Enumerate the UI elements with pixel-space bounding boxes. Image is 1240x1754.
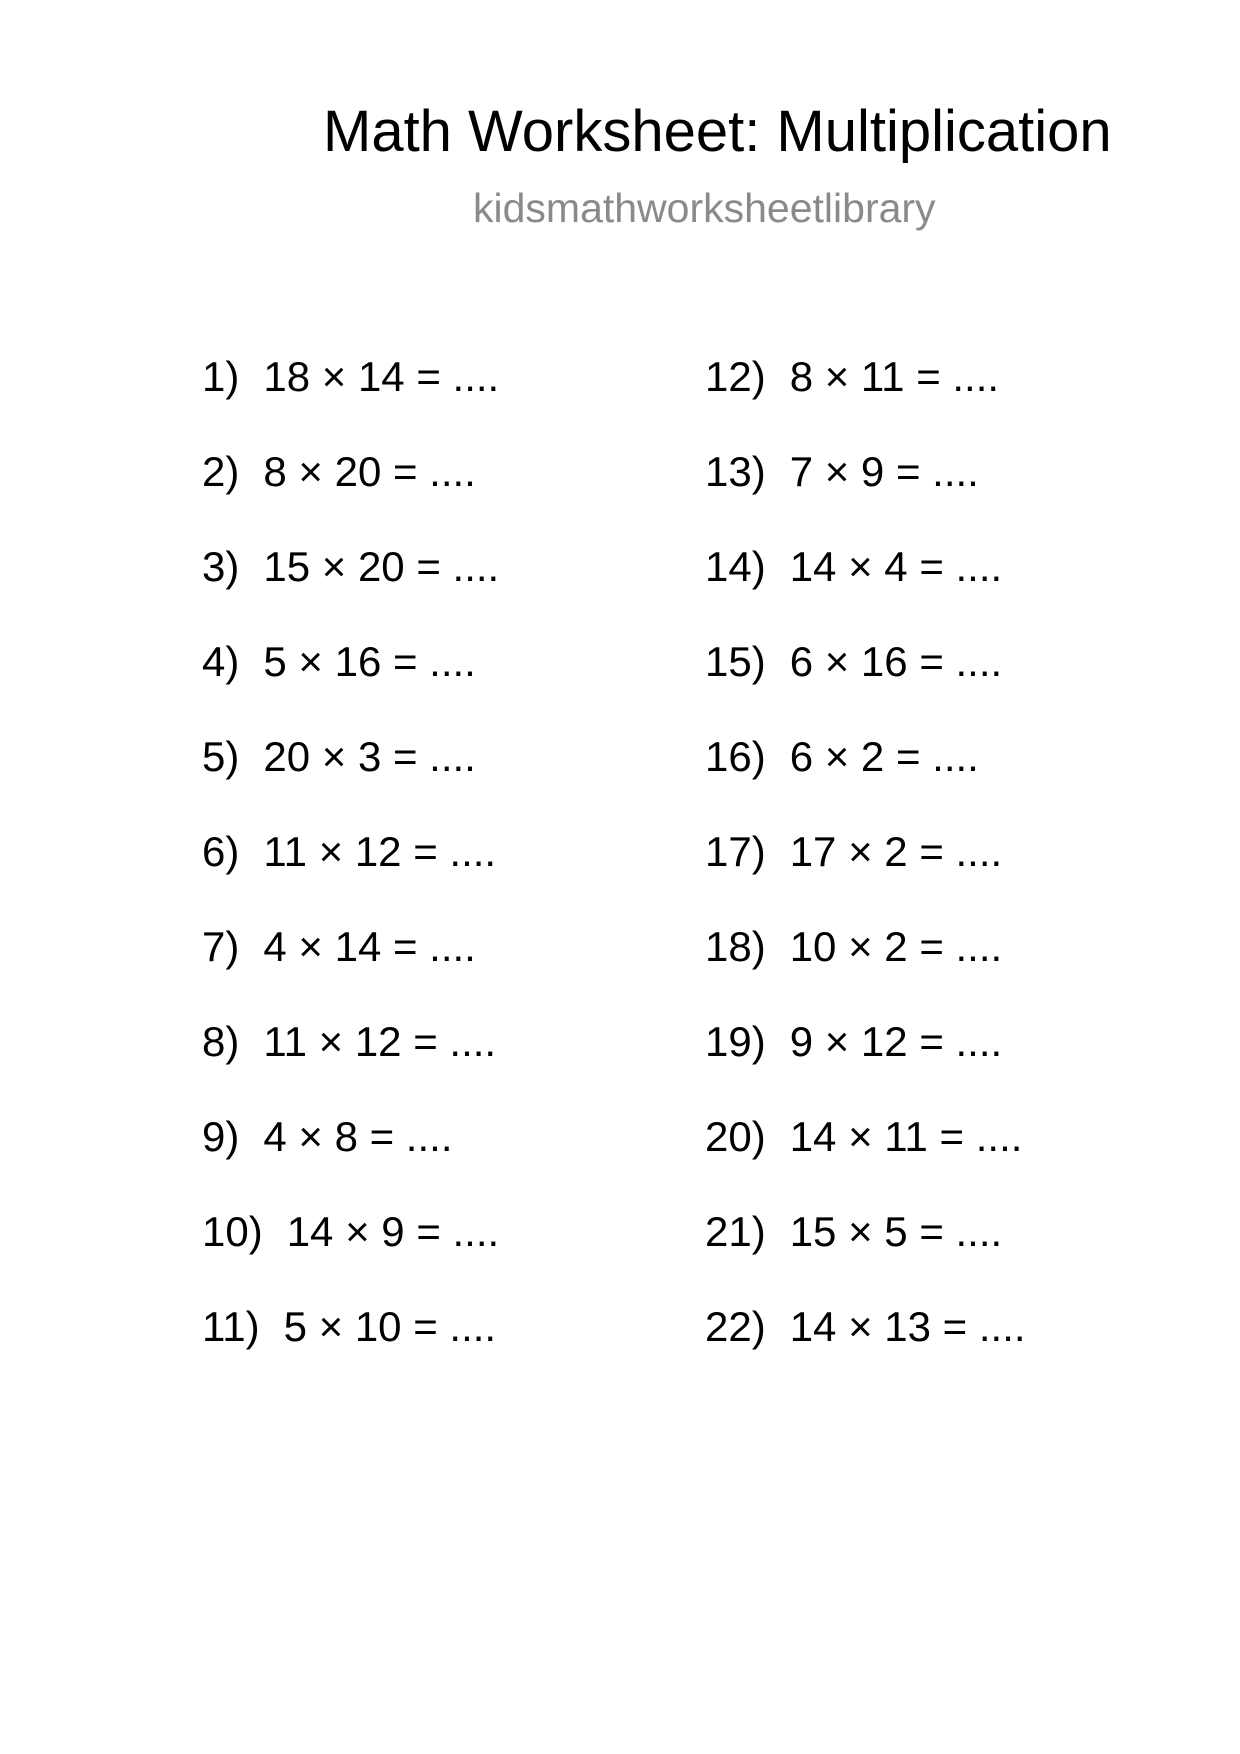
problem-expression: 5 × 16 = .... xyxy=(263,638,476,685)
problem-item xyxy=(705,447,1026,542)
problem-number: 13) xyxy=(705,448,766,495)
problem-expression: 4 × 14 = .... xyxy=(263,923,476,970)
problem-expression: 6 × 16 = .... xyxy=(789,638,1003,685)
problem-number: 12) xyxy=(705,353,766,400)
problem-expression: 15 × 20 = .... xyxy=(263,543,500,590)
problem-number: 11) xyxy=(202,1303,260,1350)
problem-item xyxy=(202,1207,499,1302)
problem-item xyxy=(202,542,499,637)
problem-number: 19) xyxy=(705,1018,766,1065)
problem-item xyxy=(202,1302,499,1397)
problem-number: 6) xyxy=(202,828,240,875)
problem-expression: 15 × 5 = .... xyxy=(789,1208,1003,1255)
problem-item xyxy=(705,922,1026,1017)
problem-item xyxy=(202,352,499,447)
page-title: Math Worksheet: Multiplication xyxy=(323,99,1112,164)
problem-expression: 14 × 11 = .... xyxy=(789,1113,1023,1160)
problem-expression: 14 × 13 = .... xyxy=(789,1303,1026,1350)
problem-number: 20) xyxy=(705,1113,766,1160)
problem-item xyxy=(705,542,1026,637)
problem-number: 3) xyxy=(202,543,240,590)
problem-item xyxy=(202,1017,499,1112)
problem-expression: 8 × 11 = .... xyxy=(789,353,1000,400)
problem-number: 22) xyxy=(705,1303,766,1350)
problem-number: 16) xyxy=(705,733,766,780)
problem-number: 9) xyxy=(202,1113,240,1160)
problem-item xyxy=(202,1112,499,1207)
problem-item xyxy=(705,352,1026,447)
problem-number: 5) xyxy=(202,733,240,780)
problem-expression: 5 × 10 = .... xyxy=(283,1303,497,1350)
page-subtitle: kidsmathworksheetlibrary xyxy=(473,185,936,231)
problem-item xyxy=(705,732,1026,827)
problem-number: 14) xyxy=(705,543,766,590)
problem-number: 17) xyxy=(705,828,766,875)
problem-expression: 14 × 9 = .... xyxy=(286,1208,500,1255)
problem-number: 18) xyxy=(705,923,766,970)
problem-number: 4) xyxy=(202,638,240,685)
problem-list-left xyxy=(202,352,499,1397)
problem-number: 15) xyxy=(705,638,766,685)
problem-expression: 7 × 9 = .... xyxy=(789,448,979,495)
problem-item xyxy=(705,1302,1026,1397)
problem-item xyxy=(705,1207,1026,1302)
problem-number: 7) xyxy=(202,923,240,970)
problem-expression: 4 × 8 = .... xyxy=(263,1113,453,1160)
problem-expression: 11 × 12 = .... xyxy=(263,1018,497,1065)
problem-expression: 8 × 20 = .... xyxy=(263,448,476,495)
problem-item xyxy=(202,922,499,1017)
problem-item xyxy=(202,447,499,542)
problem-list-right xyxy=(705,352,1026,1397)
problem-number: 8) xyxy=(202,1018,240,1065)
problem-expression: 10 × 2 = .... xyxy=(789,923,1003,970)
problem-expression: 20 × 3 = .... xyxy=(263,733,476,780)
problem-expression: 6 × 2 = .... xyxy=(789,733,979,780)
problem-expression: 18 × 14 = .... xyxy=(263,353,500,400)
problem-expression: 14 × 4 = .... xyxy=(789,543,1003,590)
problem-number: 21) xyxy=(705,1208,766,1255)
problem-item xyxy=(202,732,499,827)
problem-number: 1) xyxy=(202,353,240,400)
problem-item xyxy=(202,827,499,922)
problem-item xyxy=(705,827,1026,922)
problem-item xyxy=(705,1112,1026,1207)
problem-item xyxy=(705,637,1026,732)
problem-expression: 11 × 12 = .... xyxy=(263,828,497,875)
problem-number: 10) xyxy=(202,1208,263,1255)
problem-expression: 17 × 2 = .... xyxy=(789,828,1003,875)
problem-item xyxy=(202,637,499,732)
problem-item xyxy=(705,1017,1026,1112)
problem-expression: 9 × 12 = .... xyxy=(789,1018,1003,1065)
problem-number: 2) xyxy=(202,448,240,495)
